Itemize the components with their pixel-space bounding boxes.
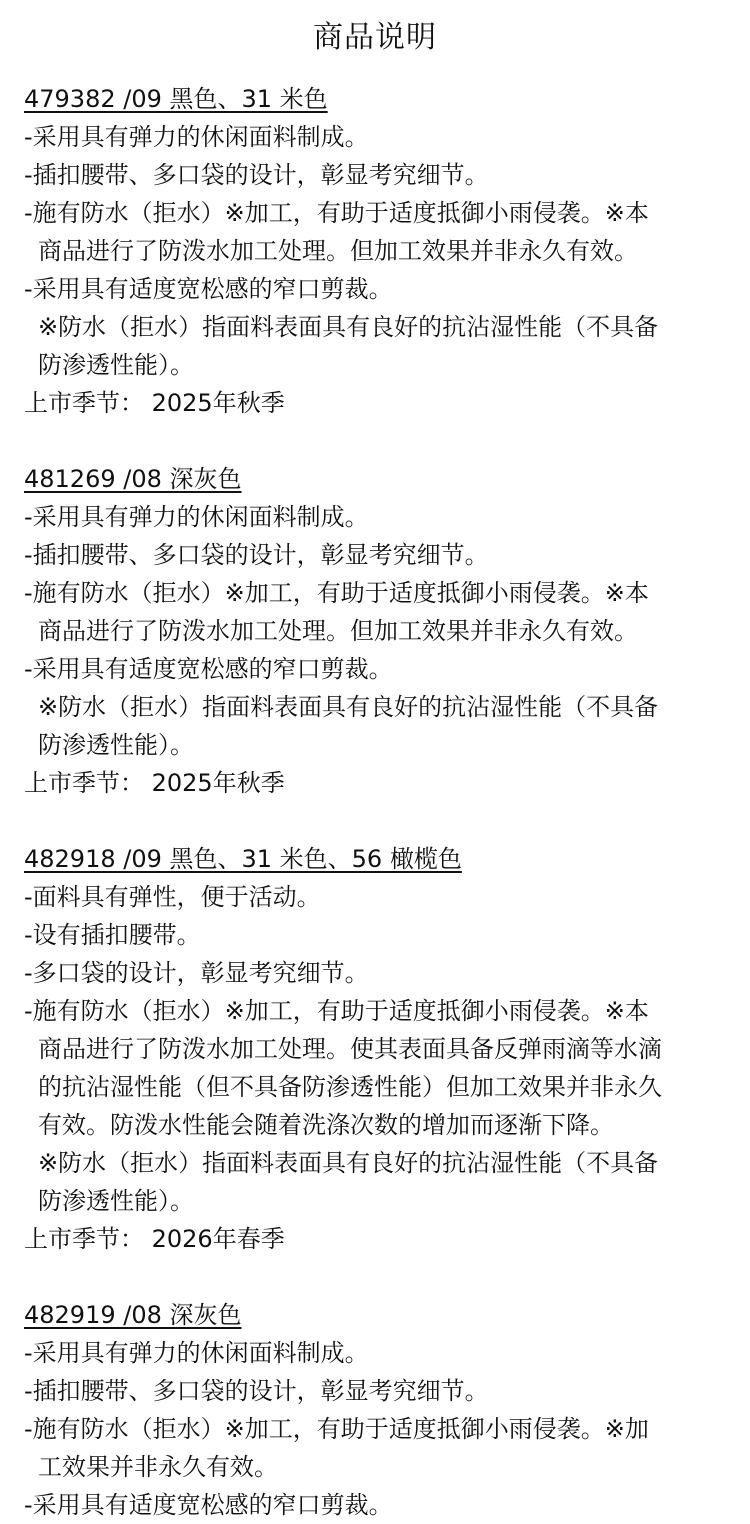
- release-season: 上市季节： 2025年秋季: [24, 769, 285, 797]
- description-line: 商品进行了防泼水加工处理。但加工效果并非永久有效。: [38, 617, 638, 645]
- description-line: 防渗透性能）。: [38, 731, 194, 759]
- product-block: [24, 460, 732, 802]
- description-line: -面料具有弹性，便于活动。: [24, 883, 321, 911]
- product-block: [24, 80, 732, 422]
- description-line: 的抗沾湿性能（但不具备防渗透性能）但加工效果并非永久: [38, 1073, 662, 1101]
- description-line: -插扣腰带、多口袋的设计，彰显考究细节。: [24, 1377, 489, 1405]
- description-line: 有效。防泼水性能会随着洗涤次数的增加而逐渐下降。: [38, 1111, 614, 1139]
- product-header: 482918 /09 黑色、31 米色、56 橄榄色: [24, 845, 462, 873]
- product-block: [24, 840, 732, 1258]
- description-line: 商品进行了防泼水加工处理。使其表面具备反弹雨滴等水滴: [38, 1035, 662, 1063]
- description-line: ※防水（拒水）指面料表面具有良好的抗沾湿性能（不具备: [38, 313, 659, 341]
- description-line: 防渗透性能）。: [38, 1187, 194, 1215]
- description-line: 防渗透性能）。: [38, 351, 194, 379]
- description-line: -采用具有适度宽松感的窄口剪裁。: [24, 1491, 393, 1519]
- description-line: -采用具有适度宽松感的窄口剪裁。: [24, 275, 393, 303]
- product-header: 481269 /08 深灰色: [24, 465, 242, 493]
- release-season: 上市季节： 2025年秋季: [24, 389, 285, 417]
- description-line: ※防水（拒水）指面料表面具有良好的抗沾湿性能（不具备: [38, 693, 659, 721]
- description-line: -施有防水（拒水）※加工，有助于适度抵御小雨侵袭。※本: [24, 579, 649, 607]
- description-line: -施有防水（拒水）※加工，有助于适度抵御小雨侵袭。※本: [24, 199, 649, 227]
- description-line: 工效果并非永久有效。: [38, 1453, 278, 1481]
- description-line: -施有防水（拒水）※加工，有助于适度抵御小雨侵袭。※本: [24, 997, 649, 1025]
- product-header: 482919 /08 深灰色: [24, 1301, 242, 1329]
- description-line: -插扣腰带、多口袋的设计，彰显考究细节。: [24, 161, 489, 189]
- description-line: -多口袋的设计，彰显考究细节。: [24, 959, 369, 987]
- description-line: -采用具有适度宽松感的窄口剪裁。: [24, 655, 393, 683]
- product-description-list: [0, 80, 750, 1524]
- product-header: 479382 /09 黑色、31 米色: [24, 85, 328, 113]
- description-line: -插扣腰带、多口袋的设计，彰显考究细节。: [24, 541, 489, 569]
- description-line: -采用具有弹力的休闲面料制成。: [24, 123, 369, 151]
- description-line: -施有防水（拒水）※加工，有助于适度抵御小雨侵袭。※加: [24, 1415, 649, 1443]
- page-title: 商品说明: [313, 20, 437, 55]
- release-season: 上市季节： 2026年春季: [24, 1225, 285, 1253]
- description-line: 商品进行了防泼水加工处理。但加工效果并非永久有效。: [38, 237, 638, 265]
- description-line: ※防水（拒水）指面料表面具有良好的抗沾湿性能（不具备: [38, 1149, 659, 1177]
- description-line: -设有插扣腰带。: [24, 921, 201, 949]
- product-block: [24, 1296, 732, 1524]
- description-line: -采用具有弹力的休闲面料制成。: [24, 1339, 369, 1367]
- description-line: -采用具有弹力的休闲面料制成。: [24, 503, 369, 531]
